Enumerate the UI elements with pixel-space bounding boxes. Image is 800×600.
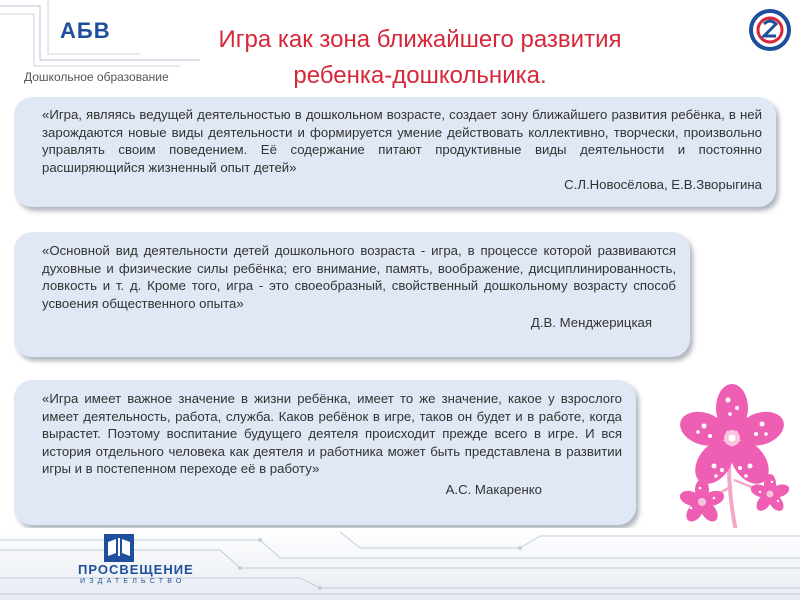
brand-logo: АБВ (60, 18, 111, 43)
quote-text: «Игра, являясь ведущей деятельностью в дошкольном возрасте, создает зону ближайшего развития ребёнка, в ней зарождаются новые виды деятельности и формируется умение действовать коллективно, творчески, произвольно управлять своим поведением. Её содержание питают продуктивные виды деятельности и постоянно расширяющийся жизненный опыт детей» (42, 107, 762, 175)
emblem-icon (748, 8, 792, 52)
page-title (160, 22, 680, 94)
quote-box-3 (14, 380, 636, 525)
quote-author: С.Л.Новосёлова, Е.В.Зворыгина (564, 177, 762, 192)
title-line-1: Игра как зона ближайшего развития (218, 26, 622, 53)
quote-author: Д.В. Менджерицкая (530, 315, 652, 330)
quote-box-2 (14, 232, 690, 357)
publisher-subtitle: ИЗДАТЕЛЬСТВО (80, 578, 186, 585)
title-line-2: ребенка-дошкольника. (293, 62, 547, 89)
quote-text: «Основной вид деятельности детей дошкольного возраста - игра, в процессе которой развиваются духовные и физические силы ребёнка; его внимание, память, воображение, дисциплинированность, ловкость и т. д. Кроме того, игра - это своеобразный, свойственный дошкольному возрасту способ усвоения общественного опыта» (42, 243, 676, 311)
publisher-logo-icon (104, 534, 134, 562)
quote-box-1 (14, 97, 776, 207)
quote-author: А.С. Макаренко (445, 481, 542, 497)
quote-text: «Игра имеет важное значение в жизни ребёнка, имеет то же значение, какое у взрослого имеет деятельность, работа, служба. Каков ребёнок в игре, таков он будет и в работе, когда вырастет. Поэтому воспитание будущего деятеля происходит прежде всего в игре. И вся история отдельного человека как деятеля и работника может быть представлена в развитии игры и в постепенном переходе её в работу» (42, 391, 622, 476)
publisher-name: ПРОСВЕЩЕНИЕ (78, 562, 194, 577)
flower-illustration (660, 376, 800, 546)
brand-subtitle: Дошкольное образование (24, 70, 169, 84)
